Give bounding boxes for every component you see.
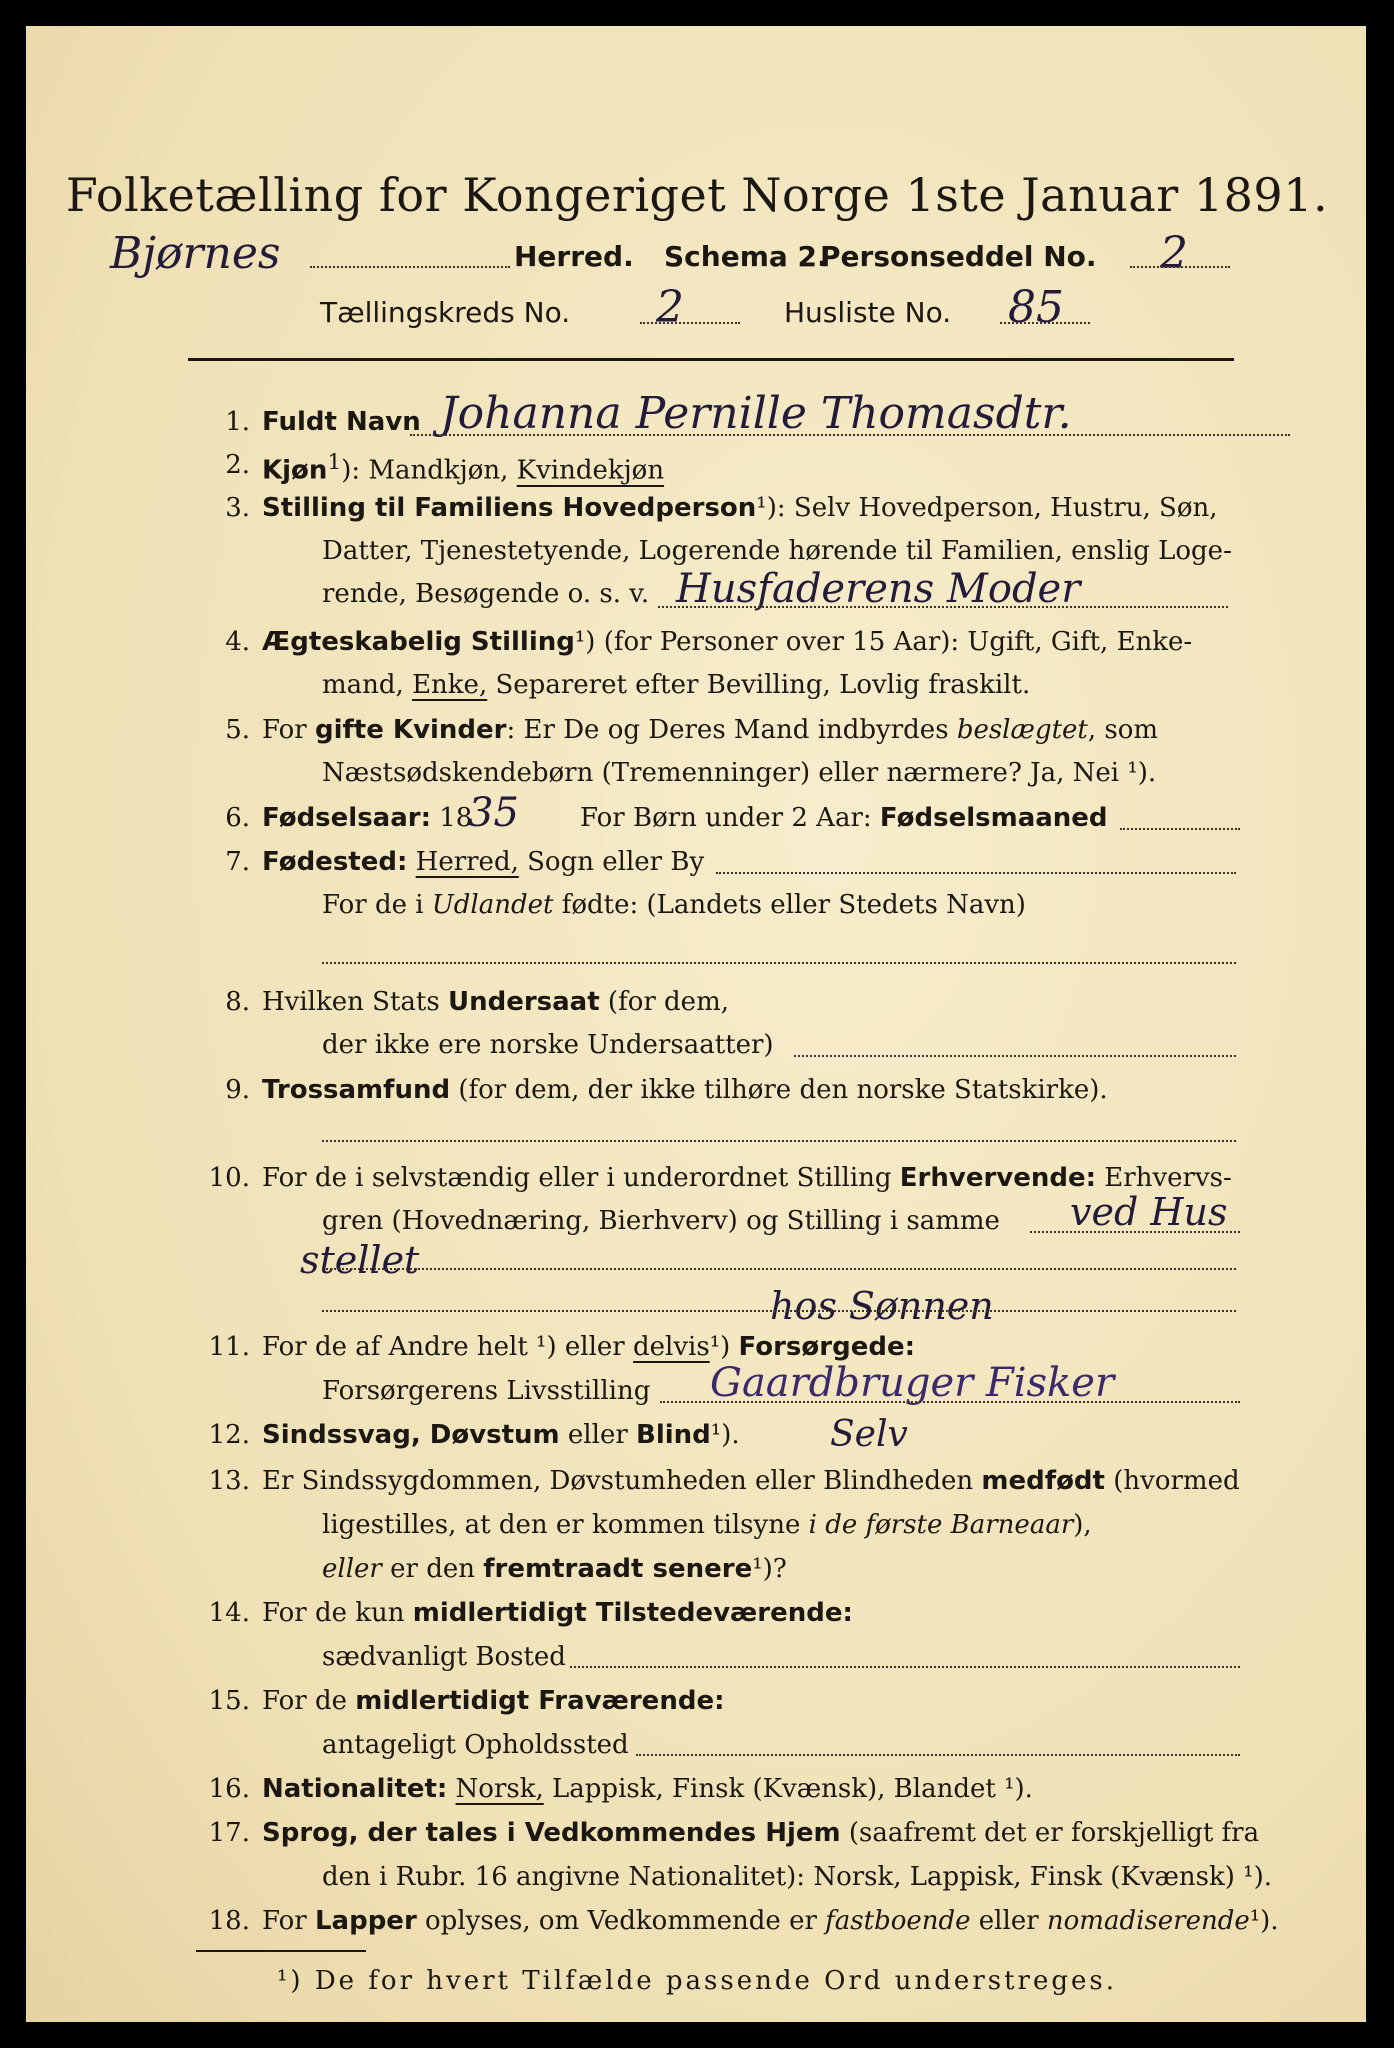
item-5-text-a: For [262, 715, 315, 745]
item-6-century: 18 [431, 803, 473, 833]
item-18-a: For [262, 1906, 315, 1936]
item-12-c: ¹). [710, 1420, 740, 1450]
item-17-rest: (saafremt det er forskjelligt fra [840, 1818, 1260, 1848]
husliste-handwriting: 85 [1008, 282, 1064, 333]
item-10-handwriting-2: stellet [300, 1238, 420, 1282]
item-5-line-2: Næstsødskendebørn (Tremenninger) eller nærmere? Ja, Nei ¹). [322, 758, 1157, 788]
item-11-line-2: Forsørgerens Livsstilling [322, 1376, 651, 1406]
item-15-label: midlertidigt Fraværende: [355, 1686, 725, 1716]
footnote: ¹) De for hvert Tilfælde passende Ord understreges. [276, 1966, 1117, 1996]
item-13-label: medfødt [981, 1466, 1105, 1496]
item-18-number: 18. [208, 1906, 250, 1936]
item-2-option-male: ): Mandkjøn, [341, 455, 517, 486]
item-7-option-rest: Sogn eller By [518, 847, 705, 877]
item-4-option-rest: Separeret efter Bevilling, Lovlig fraskilt. [487, 670, 1031, 700]
item-8-number: 8. [225, 987, 250, 1017]
item-10-dots-2 [322, 1268, 1236, 1270]
item-6-rest: For Børn under 2 Aar: [580, 803, 880, 833]
item-13-line-2-b: i de første Barneaar [808, 1510, 1074, 1540]
item-7-line-2-a: For de i [322, 890, 432, 920]
item-16-options: Lappisk, Finsk (Kvænsk), Blandet ¹). [543, 1774, 1033, 1804]
item-6-text-2 [580, 803, 1108, 833]
item-2-text [262, 450, 664, 486]
item-7-option-herred: Herred, [415, 847, 519, 877]
item-1-dots [410, 434, 1290, 436]
item-7-label: Fødested: [262, 847, 408, 877]
item-5-text [262, 715, 1158, 745]
item-18-d: fastboende [825, 1906, 971, 1936]
item-18-text [262, 1906, 1279, 1936]
item-9-dots [322, 1140, 1236, 1142]
item-13-line-2-c: ), [1073, 1510, 1092, 1540]
item-18-e: eller [970, 1906, 1047, 1936]
item-18-g: ¹). [1249, 1906, 1279, 1936]
item-3-options: ¹): Selv Hovedperson, Hustru, Søn, [756, 493, 1218, 523]
item-11-handwriting: Gaardbruger Fisker [710, 1360, 1115, 1406]
item-1-label: Fuldt Navn [262, 407, 421, 437]
item-10-number: 10. [208, 1163, 250, 1193]
item-17-number: 17. [208, 1818, 250, 1848]
item-13-text [262, 1466, 1240, 1496]
item-11-text [262, 1332, 915, 1362]
item-8-label: Undersaat [447, 987, 600, 1017]
item-14-text [262, 1598, 853, 1628]
item-14-a: For de kun [262, 1598, 413, 1628]
item-4-line-2 [322, 670, 1030, 700]
kreds-dots [640, 322, 740, 324]
item-7-dots [716, 872, 1236, 874]
item-13-line-2-a: ligestilles, at den er kommen tilsyne [322, 1510, 809, 1540]
item-7-number: 7. [225, 847, 250, 877]
personseddel-dots [1130, 266, 1230, 268]
item-10-handwriting-3: hos Sønnen [770, 1284, 994, 1328]
item-10-line-2: gren (Hovednæring, Bierhverv) og Stilling i samme [322, 1206, 1000, 1236]
item-7-dots-2 [322, 962, 1236, 964]
item-17-text [262, 1818, 1259, 1848]
item-10-handwriting-1: ved Hus [1070, 1190, 1228, 1234]
item-5-text-e: , som [1087, 715, 1159, 745]
personseddel-label: Personseddel No. [820, 240, 1097, 273]
kreds-label: Tællingskreds No. [320, 296, 571, 329]
item-13-a: Er Sindssygdommen, Døvstumheden eller Blindheden [262, 1466, 982, 1496]
item-16-label: Nationalitet: [262, 1774, 448, 1804]
item-15-dots [636, 1754, 1240, 1756]
item-9-number: 9. [225, 1075, 250, 1105]
item-14-number: 14. [208, 1598, 250, 1628]
item-13-line-3 [322, 1554, 787, 1584]
item-6-text [262, 803, 472, 833]
item-13-handwriting: Selv [830, 1414, 908, 1455]
schema-label: Schema 2. [664, 240, 828, 273]
item-4-options: ¹) (for Personer over 15 Aar): Ugift, Gift, Enke- [574, 627, 1193, 657]
item-16-number: 16. [208, 1774, 250, 1804]
item-13-line-3-d: ¹)? [752, 1554, 787, 1584]
item-2-label: Kjøn [262, 455, 328, 486]
item-1-number: 1. [225, 407, 250, 437]
item-3-number: 3. [225, 493, 250, 523]
item-9-text [262, 1075, 1108, 1105]
item-15-text [262, 1686, 724, 1716]
item-7-line-2 [322, 890, 1026, 920]
item-14-label: midlertidigt Tilstedeværende: [412, 1598, 853, 1628]
item-8-text [262, 987, 729, 1017]
item-3-text [262, 493, 1218, 523]
item-13-c: (hvormed [1104, 1466, 1240, 1496]
item-15-line-2: antageligt Opholdssted [322, 1730, 629, 1760]
item-11-dots [660, 1401, 1240, 1403]
item-2-option-female: Kvindekjøn [516, 455, 665, 486]
item-3-dots [658, 606, 1228, 608]
item-6-handwriting: 35 [468, 790, 519, 836]
item-5-text-c: : Er De og Deres Mand indbyrdes [506, 715, 957, 745]
kreds-handwriting: 2 [656, 282, 684, 333]
item-12-text [262, 1420, 740, 1450]
item-1-handwriting: Johanna Pernille Thomasdtr. [440, 388, 1072, 439]
item-15-a: For de [262, 1686, 356, 1716]
item-6-dots [1120, 828, 1240, 830]
item-12-a: eller [559, 1420, 637, 1450]
herred-handwriting: Bjørnes [110, 228, 281, 279]
item-11-delvis: delvis [632, 1332, 710, 1362]
item-15-number: 15. [208, 1686, 250, 1716]
item-14-dots [570, 1666, 1240, 1668]
item-18-f: nomadiserende [1046, 1906, 1250, 1936]
item-11-a: For de af Andre helt ¹) eller [262, 1332, 633, 1362]
item-4-option-enke: Enke, [412, 670, 488, 700]
item-13-line-2 [322, 1510, 1092, 1540]
item-7-line-2-b: Udlandet [431, 890, 554, 920]
item-5-number: 5. [225, 715, 250, 745]
husliste-label: Husliste No. [784, 296, 952, 329]
item-13-line-3-c: fremtraadt senere [483, 1554, 753, 1584]
item-5-label: gifte Kvinder [314, 715, 507, 745]
item-18-c: oplyses, om Vedkommende er [416, 1906, 826, 1936]
item-6-label-2: Fødselsmaaned [879, 803, 1108, 833]
item-12-number: 12. [208, 1420, 250, 1450]
item-13-line-3-a: eller [322, 1554, 382, 1584]
item-6-number: 6. [225, 803, 250, 833]
item-9-label: Trossamfund [262, 1075, 451, 1105]
item-8-dots [794, 1055, 1236, 1057]
item-4-option-mand: mand, [322, 670, 413, 700]
item-4-label: Ægteskabelig Stilling [262, 627, 575, 657]
form-title: Folketælling for Kongeriget Norge 1ste Januar 1891. [65, 168, 1329, 222]
personseddel-handwriting: 2 [1160, 228, 1188, 279]
item-7-line-2-c: fødte: (Landets eller Stedets Navn) [553, 890, 1026, 920]
husliste-dots [1000, 322, 1090, 324]
item-3-label: Stilling til Familiens Hovedperson [262, 493, 757, 523]
item-8-line-2: der ikke ere norske Undersaatter) [322, 1030, 774, 1060]
item-12-label: Sindssvag, Døvstum [262, 1420, 560, 1450]
item-10-label: Erhvervende: [899, 1163, 1097, 1193]
item-16-text [262, 1774, 1033, 1804]
item-8-a: Hvilken Stats [262, 987, 448, 1017]
item-2-footnote-mark: 1 [327, 450, 342, 475]
item-16-option-norsk: Norsk, [455, 1774, 544, 1804]
item-5-text-d: beslægtet [956, 715, 1088, 745]
item-13-line-3-b: er den [381, 1554, 484, 1584]
header-rule [188, 358, 1234, 361]
item-6-label: Fødselsaar: [262, 803, 431, 833]
item-8-c: (for dem, [599, 987, 729, 1017]
item-12-blind: Blind [636, 1420, 711, 1450]
item-10-dots-3 [322, 1310, 1236, 1312]
item-3-line-3: rende, Besøgende o. s. v. [322, 579, 650, 609]
herred-dots [310, 266, 510, 268]
item-11-label: Forsørgede: [738, 1332, 915, 1362]
item-3-line-2: Datter, Tjenestetyende, Logerende hørende til Familien, enslig Loge- [322, 536, 1232, 566]
item-17-line-2: den i Rubr. 16 angivne Nationalitet): Norsk, Lappisk, Finsk (Kvænsk) ¹). [322, 1862, 1273, 1892]
item-2-number: 2. [225, 450, 250, 480]
item-10-a: For de i selvstændig eller i underordnet Stilling [262, 1163, 900, 1193]
item-4-text [262, 627, 1192, 657]
footnote-rule [196, 1950, 366, 1952]
item-11-c: ¹) [709, 1332, 739, 1362]
herred-label: Herred. [514, 240, 634, 273]
item-7-text [262, 847, 704, 877]
item-13-number: 13. [208, 1466, 250, 1496]
item-10-c: Erhvervs- [1096, 1163, 1232, 1193]
item-10-dots-1 [1030, 1231, 1240, 1233]
item-11-number: 11. [208, 1332, 250, 1362]
item-10-text [262, 1163, 1232, 1193]
item-18-label: Lapper [314, 1906, 417, 1936]
item-9-rest: (for dem, der ikke tilhøre den norske Statskirke). [450, 1075, 1108, 1105]
item-3-handwriting: Husfaderens Moder [676, 566, 1081, 612]
item-14-line-2: sædvanligt Bosted [322, 1642, 566, 1672]
item-17-label: Sprog, der tales i Vedkommendes Hjem [262, 1818, 841, 1848]
item-4-number: 4. [225, 627, 250, 657]
census-form [26, 26, 1366, 2022]
